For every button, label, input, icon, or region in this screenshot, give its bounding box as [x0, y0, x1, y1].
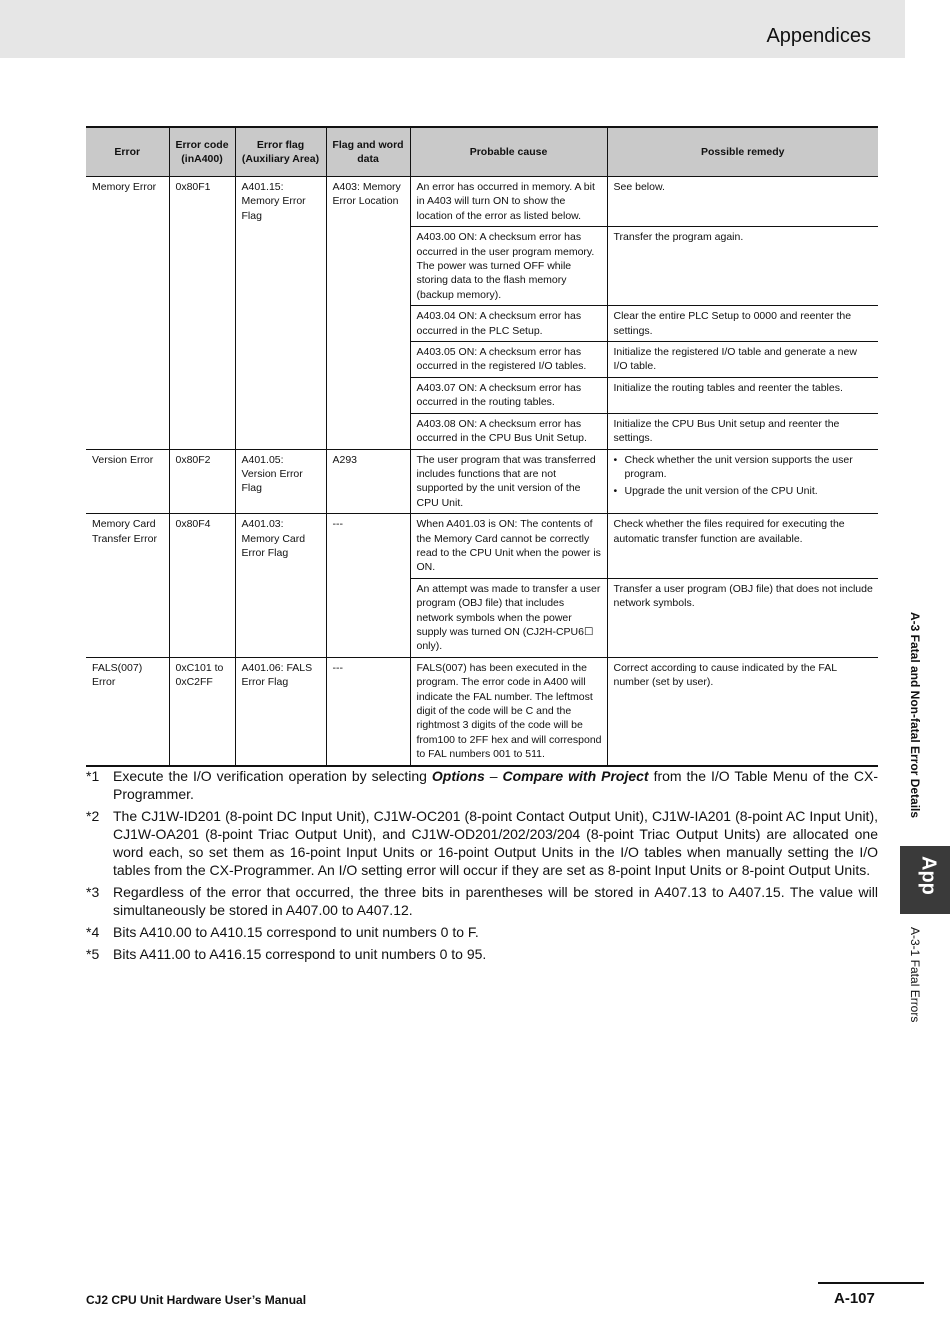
table-row [86, 657, 878, 765]
footnote-mark: *1 [86, 768, 100, 784]
header-possible-remedy: Possible remedy [607, 127, 878, 177]
possible-remedy: Correct according to cause indicated by the FAL number (set by user). [607, 657, 878, 765]
side-subsection-label [905, 927, 925, 1037]
header-error-code: Error code (inA400) [169, 127, 235, 177]
footnote-4 [86, 923, 878, 941]
error-name: Memory Card Transfer Error [86, 514, 169, 658]
flag-word-data: --- [326, 657, 410, 765]
possible-remedy: Initialize the registered I/O table and generate a new I/O table. [607, 342, 878, 378]
error-flag: A401.06: FALS Error Flag [235, 657, 326, 765]
side-section-label [905, 612, 925, 842]
table-row [86, 449, 878, 514]
probable-cause: A403.08 ON: A checksum error has occurred in the CPU Bus Unit Setup. [410, 413, 607, 449]
possible-remedy: Transfer a user program (OBJ file) that does not include network symbols. [607, 578, 878, 657]
side-subsection-text: A-3-1 Fatal Errors [908, 927, 922, 1023]
error-code: 0xC101 to 0xC2FF [169, 657, 235, 765]
menu-options: Options [431, 768, 485, 784]
menu-compare-with-project: Compare with Project [502, 768, 649, 784]
possible-remedy: Clear the entire PLC Setup to 0000 and reenter the settings. [607, 306, 878, 342]
fatal-error-table [86, 126, 878, 767]
error-code: 0x80F4 [169, 514, 235, 658]
probable-cause: A403.00 ON: A checksum error has occurred in the user program memory. The power was turned OFF while storing data to the flash memory (backup memory). [410, 227, 607, 306]
footnote-separator: – [484, 768, 503, 784]
footnote-text: Bits A411.00 to A416.15 correspond to unit numbers 0 to 95. [113, 946, 487, 962]
probable-cause: When A401.03 is ON: The contents of the Memory Card cannot be correctly read to the CPU Unit when the power is ON. [410, 514, 607, 579]
table-header-row [86, 127, 878, 177]
appendix-tab-label: App [917, 856, 940, 895]
possible-remedy: Initialize the CPU Bus Unit setup and reenter the settings. [607, 413, 878, 449]
footnote-mark: *2 [86, 808, 100, 824]
possible-remedy [607, 449, 878, 514]
footnote-text-part: Execute the I/O verification operation by selecting [113, 768, 432, 784]
possible-remedy: Check whether the files required for executing the automatic transfer function are available. [607, 514, 878, 579]
probable-cause: FALS(007) has been executed in the program. The error code in A400 will indicate the FAL number. The leftmost digit of the code will be C and the rightmost 3 digits of the code will be from100 to 2FF hex and will correspond to FAL numbers 001 to 511. [410, 657, 607, 765]
remedy-list [614, 453, 874, 499]
footnote-mark: *5 [86, 946, 100, 962]
table-row [86, 514, 878, 579]
manual-title: CJ2 CPU Unit Hardware User’s Manual [86, 1293, 307, 1307]
error-flag: A401.15: Memory Error Flag [235, 177, 326, 450]
flag-word-data: --- [326, 514, 410, 658]
flag-word-data: A293 [326, 449, 410, 514]
page-number: A-107 [834, 1290, 875, 1307]
footnote-mark: *3 [86, 884, 100, 900]
possible-remedy: Transfer the program again. [607, 227, 878, 306]
footer-rule [818, 1282, 924, 1284]
footnote-text: Regardless of the error that occurred, the three bits in parentheses will be stored in A407.13 to A407.15. The value will simultaneously be stored in A407.00 to A407.12. [113, 884, 878, 918]
header-error-flag: Error flag (Auxiliary Area) [235, 127, 326, 177]
probable-cause: A403.07 ON: A checksum error has occurred in the routing tables. [410, 377, 607, 413]
possible-remedy: See below. [607, 177, 878, 227]
table-row [86, 177, 878, 227]
appendix-tab [900, 846, 950, 914]
probable-cause: An error has occurred in memory. A bit in A403 will turn ON to show the location of the error as listed below. [410, 177, 607, 227]
error-code: 0x80F2 [169, 449, 235, 514]
header-flag-word-data: Flag and word data [326, 127, 410, 177]
footnote-text [113, 767, 878, 803]
footnote-1 [86, 767, 878, 803]
list-item: • Upgrade the unit version of the CPU Unit. [614, 484, 874, 498]
error-name: FALS(007) Error [86, 657, 169, 765]
header-probable-cause: Probable cause [410, 127, 607, 177]
error-name: Memory Error [86, 177, 169, 450]
error-flag: A401.05: Version Error Flag [235, 449, 326, 514]
side-section-text: A-3 Fatal and Non-fatal Error Details [908, 612, 922, 819]
error-flag: A401.03: Memory Card Error Flag [235, 514, 326, 658]
probable-cause: An attempt was made to transfer a user program (OBJ file) that includes network symbols when the power supply was turned ON (CJ2H-CPU6☐ only). [410, 578, 607, 657]
probable-cause: The user program that was transferred includes functions that are not supported by the unit version of the CPU Unit. [410, 449, 607, 514]
footnote-5 [86, 945, 878, 963]
list-item: • Check whether the unit version supports the user program. [614, 453, 874, 482]
footnote-text: The CJ1W-ID201 (8-point DC Input Unit), CJ1W-OC201 (8-point Contact Output Unit), CJ1W-IA201 (8-point AC Input Unit), CJ1W-OA201 (8-point Triac Output Unit), and CJ1W-OD201/202/203/204 (8-point Triac Output Units) are allocated one word each, so set them as 16-point Input Units or 16-point Output Units in the I/O tables when manually setting the I/O tables from the CX-Programmer. An I/O setting error will occur if they are set as 8-point Input Units or 8-point Output Units. [113, 808, 878, 878]
probable-cause: A403.04 ON: A checksum error has occurred in the PLC Setup. [410, 306, 607, 342]
footnote-mark: *4 [86, 924, 100, 940]
footnote-2 [86, 807, 878, 879]
flag-word-data: A403: Memory Error Location [326, 177, 410, 450]
footnotes [86, 767, 878, 967]
footnote-text-part: from the I/O Table Menu of the CX-Programmer. [113, 768, 878, 802]
page-header-bar [0, 0, 905, 58]
footnote-3 [86, 883, 878, 919]
header-error: Error [86, 127, 169, 177]
possible-remedy: Initialize the routing tables and reenter the tables. [607, 377, 878, 413]
footnote-text: Bits A410.00 to A410.15 correspond to unit numbers 0 to F. [113, 924, 479, 940]
probable-cause: A403.05 ON: A checksum error has occurred in the registered I/O tables. [410, 342, 607, 378]
page-header-title: Appendices [766, 25, 871, 47]
error-name: Version Error [86, 449, 169, 514]
error-code: 0x80F1 [169, 177, 235, 450]
